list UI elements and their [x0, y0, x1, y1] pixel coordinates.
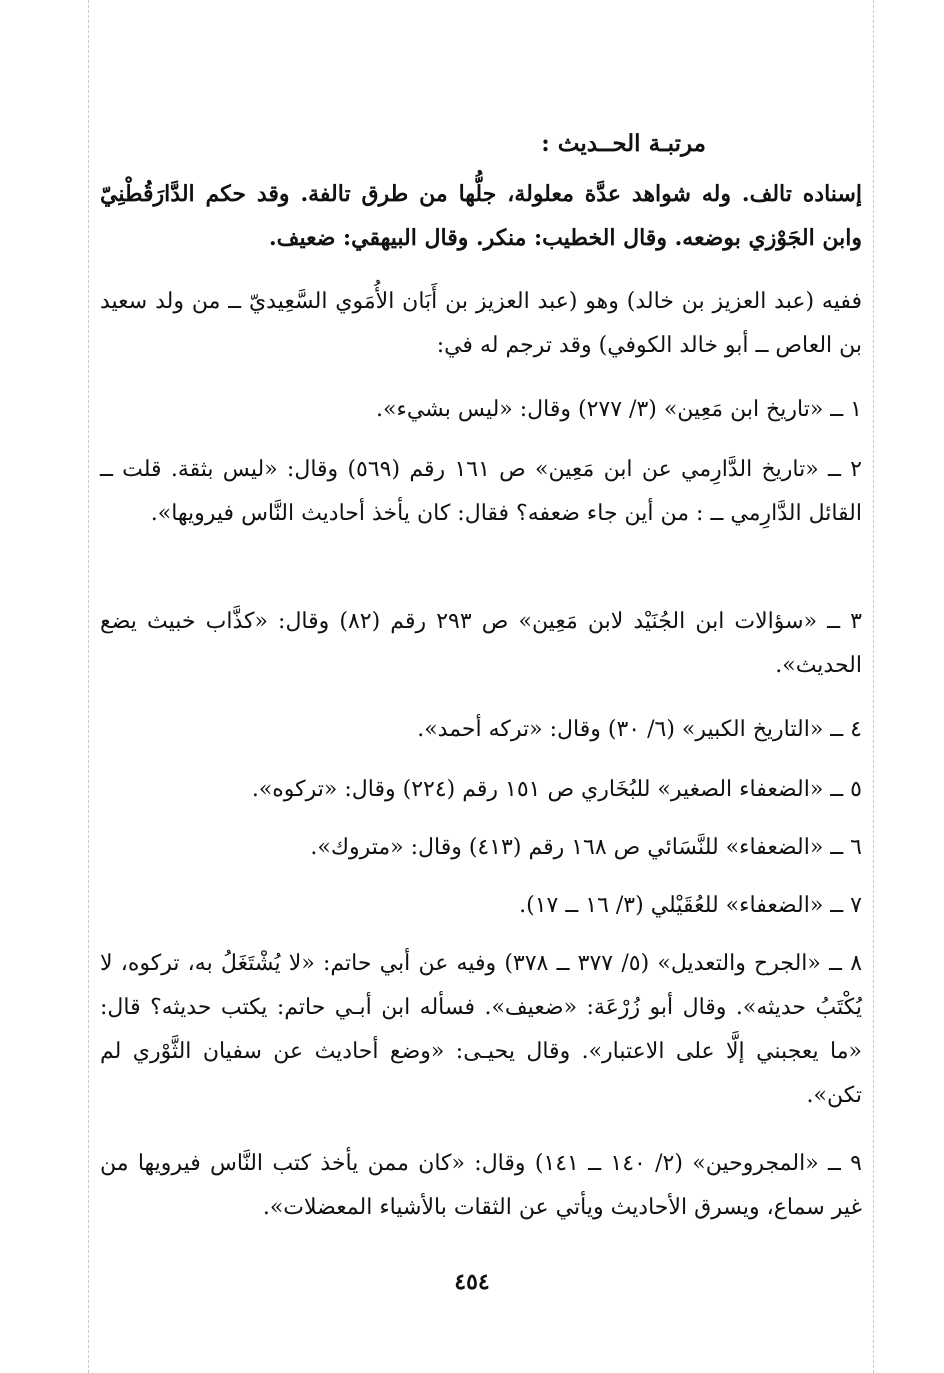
left-margin-guide — [88, 0, 89, 1373]
reference-item-1: ١ ــ «تاريخ ابن مَعِين» (٣/ ٢٧٧) وقال: «ليس بشيء». — [376, 397, 862, 422]
reference-item-8: ٨ ــ «الجرح والتعديل» (٥/ ٣٧٧ ــ ٣٧٨) وفيه عن أبي حاتم: «لا يُشْتَغَلُ به، تركوه، لا يُكْتَبُ حديثه». وقال أبو زُرْعَة: «ضعيف». فسأله ابن أبـي حاتم: يكتب حديثه؟ قال: «ما يعجبني إلَّا على الاعتبار». وقال يحيـى: «وضع أحاديث عن سفيان الثَّوْري لم تكن». — [100, 951, 863, 1108]
reference-item-2: ٢ ــ «تاريخ الدَّارِمي عن ابن مَعِين» ص ١٦١ رقم (٥٦٩) وقال: «ليس بثقة. قلت ــ القائل الدَّارِمي ــ : من أين جاء ضعفه؟ فقال: كان يأخذ أحاديث النَّاس فيرويها». — [100, 457, 862, 526]
reference-item-3: ٣ ــ «سؤالات ابن الجُنَيْد لابن مَعِين» ص ٢٩٣ رقم (٨٢) وقال: «كذَّاب خبيث يضع الحديث». — [100, 609, 862, 678]
reference-item-6: ٦ ــ «الضعفاء» للنَّسَائي ص ١٦٨ رقم (٤١٣) وقال: «متروك». — [310, 835, 862, 860]
right-margin-guide — [873, 0, 874, 1373]
reference-item-4: ٤ ــ «التاريخ الكبير» (٦/ ٣٠) وقال: «تركه أحمد». — [417, 717, 862, 742]
grade-paragraph: إسناده تالف. وله شواهد عدَّة معلولة، جلُّها من طرق تالفة. وقد حكم الدَّارَقُطْنِيّ وابن الجَوْزي بوضعه. وقال الخطيب: منكر. وقال البيهقي: ضعيف. — [100, 181, 862, 251]
reference-item-9: ٩ ــ «المجروحين» (٢/ ١٤٠ ــ ١٤١) وقال: «كان ممن يأخذ كتب النَّاس فيرويها من غير سماع، ويسرق الأحاديث ويأتي عن الثقات بالأشياء المعضلات». — [100, 1151, 862, 1220]
intro-paragraph: ففيه (عبد العزيز بن خالد) وهو (عبد العزيز بن أَبَان الأُمَوي السَّعِيديّ ــ من ولد سعيد بن العاص ــ أبو خالد الكوفي) وقد ترجم له في: — [100, 289, 862, 358]
page-number: ٤٥٤ — [454, 1269, 490, 1295]
section-heading: مرتبـة الحــديث : — [541, 130, 706, 157]
reference-item-5: ٥ ــ «الضعفاء الصغير» للبُخَاري ص ١٥١ رقم (٢٢٤) وقال: «تركوه». — [251, 777, 862, 802]
reference-item-7: ٧ ــ «الضعفاء» للعُقَيْلي (٣/ ١٦ ــ ١٧). — [519, 893, 862, 918]
